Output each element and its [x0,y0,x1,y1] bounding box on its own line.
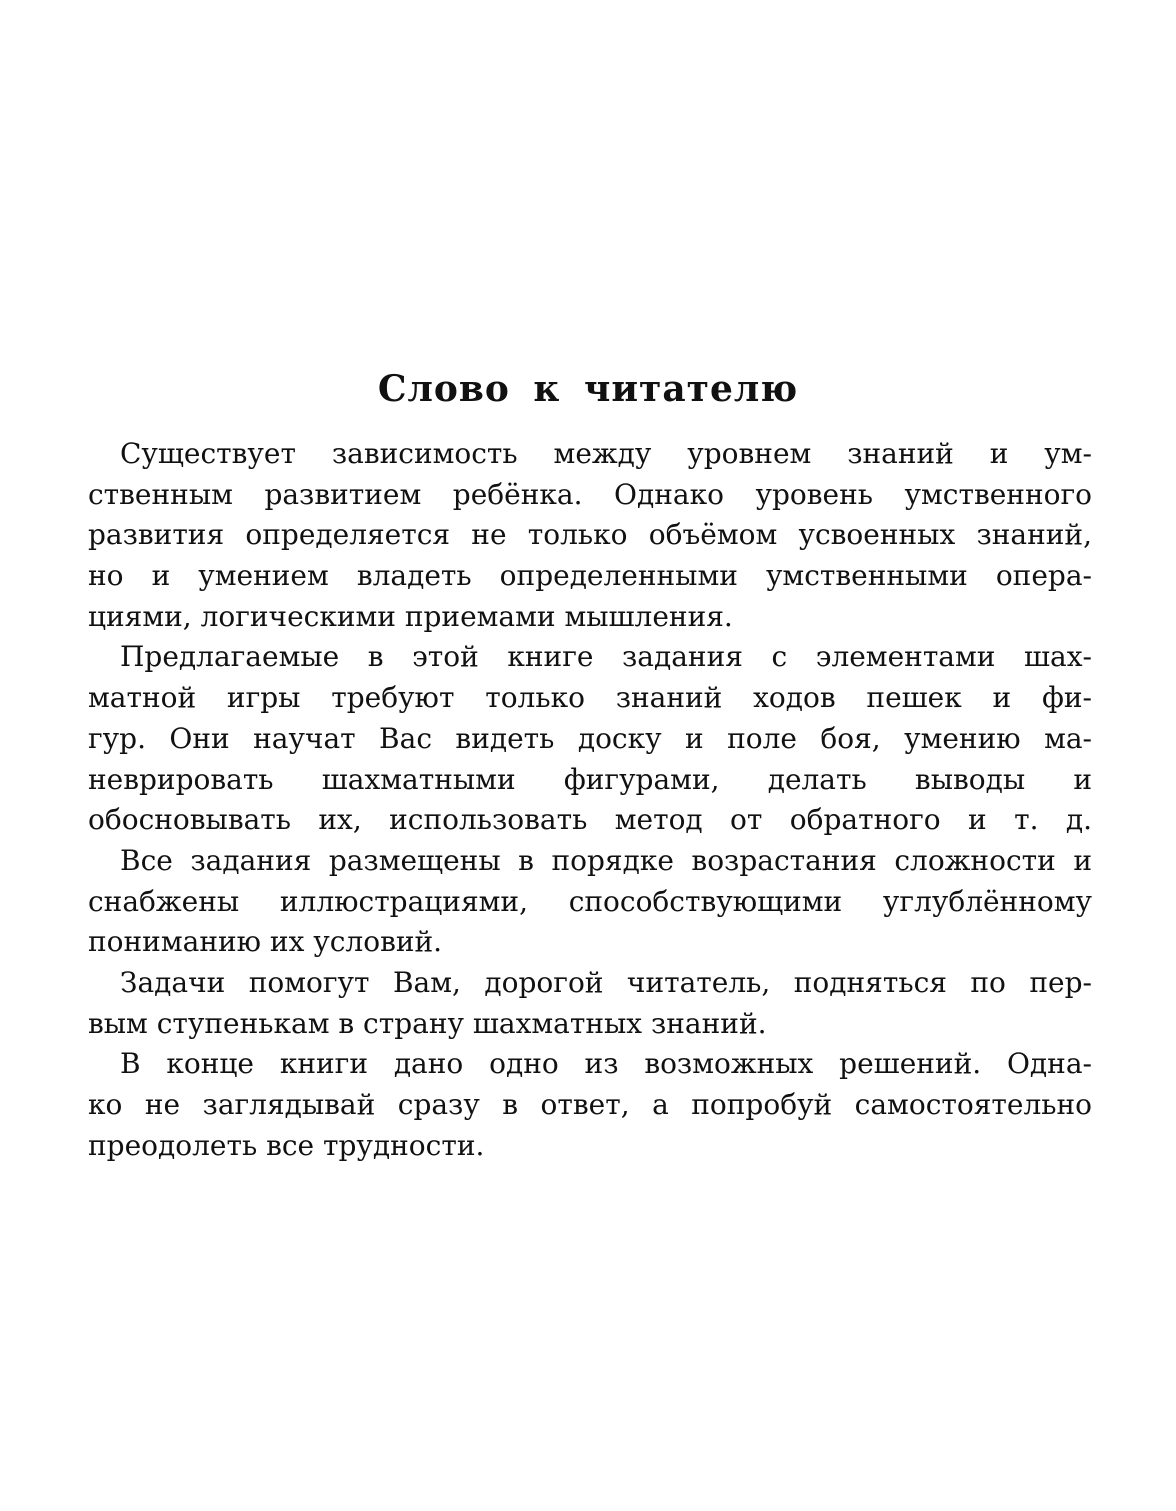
text-line: матной игры требуют только знаний ходов пешек и фи- [88,681,1092,715]
text-line: ственным развитием ребёнка. Однако уровень умственного [88,477,1092,511]
text-line: но и умением владеть определенными умственными опера- [88,559,1092,593]
text-line: снабжены иллюстрациями, способствующими углублённому [88,884,1092,918]
paragraph-3 [88,841,1092,963]
text-line: Существует зависимость между уровнем знаний и ум- [120,437,1092,470]
page-title: Слово к читателю [377,368,799,410]
text-line: Все задания размещены в порядке возрастания сложности и [120,843,1092,877]
text-line: циями, логическими приемами мышления. [88,599,733,633]
paragraph-5 [88,1044,1092,1166]
text-line: преодолеть все трудности. [88,1128,485,1162]
text-line: обосновывать их, использовать метод от обратного и т. д. [88,803,1092,837]
text-line: ко не заглядывай сразу в ответ, а попробуй самостоятельно [88,1088,1092,1121]
text-line: вым ступенькам в страну шахматных знаний. [88,1006,767,1040]
text-line: В конце книги дано одно из возможных решений. Одна- [120,1047,1092,1081]
text-line: развития определяется не только объёмом усвоенных знаний, [88,518,1092,552]
text-line: Предлагаемые в этой книге задания с элементами шах- [120,640,1092,674]
paragraph-4 [88,963,1092,1044]
text-line: гур. Они научат Вас видеть доску и поле боя, умению ма- [88,721,1092,755]
text-line: Задачи помогут Вам, дорогой читатель, подняться по пер- [120,965,1092,999]
body-text [88,434,1092,1166]
text-line: неврировать шахматными фигурами, делать выводы и [88,762,1092,796]
paragraph-2 [88,637,1092,840]
paragraph-1 [88,434,1092,637]
text-line: пониманию их условий. [88,925,443,959]
